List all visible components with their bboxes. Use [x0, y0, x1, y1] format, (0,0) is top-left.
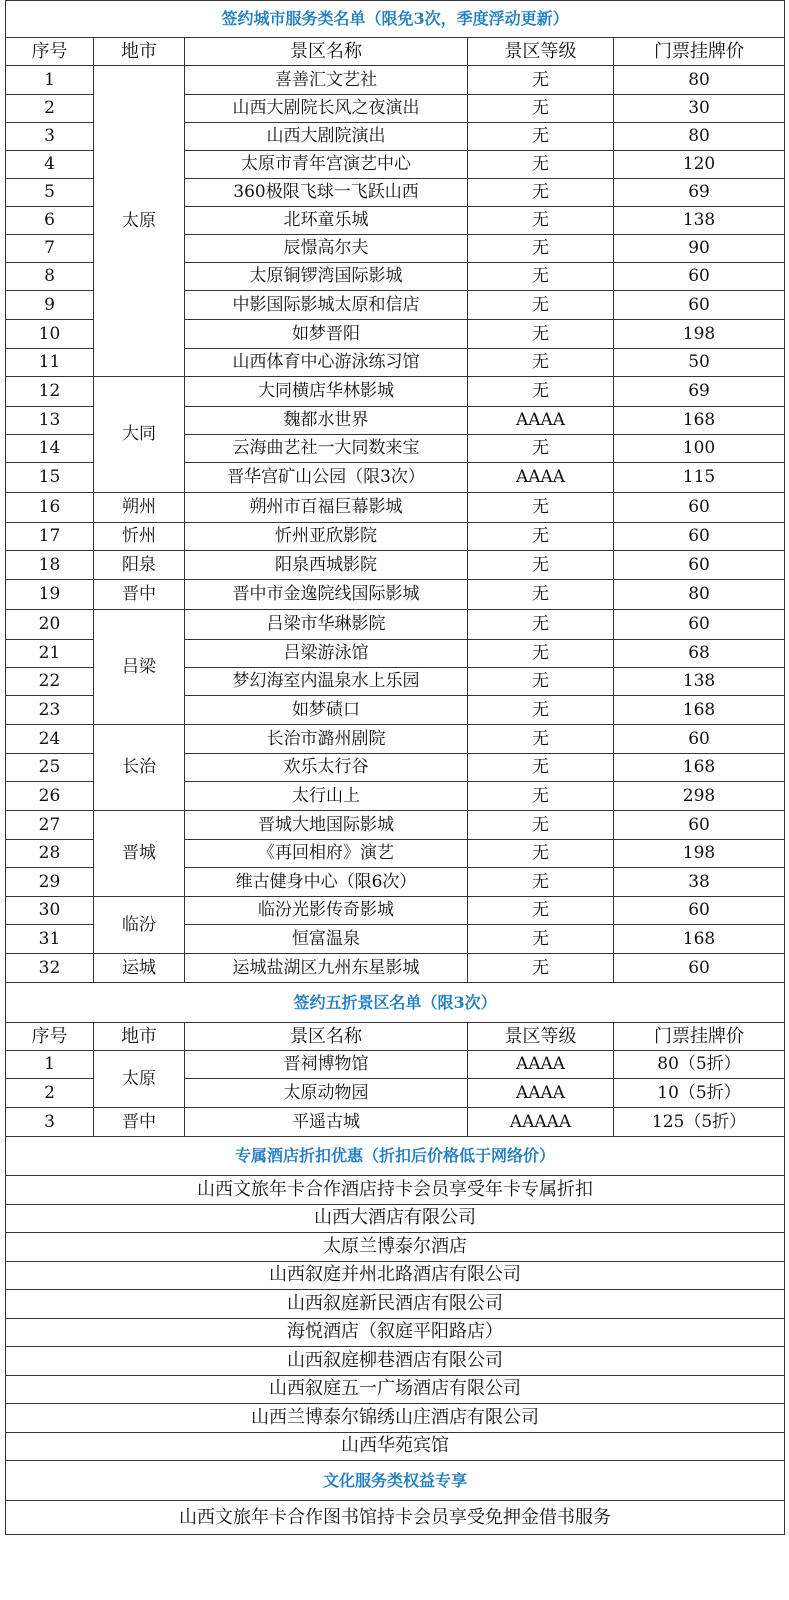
venue-name: 太原动物园	[185, 1079, 468, 1108]
table-row	[6, 725, 785, 754]
column-header: 门票挂牌价	[614, 1023, 785, 1051]
row-index: 6	[6, 207, 94, 235]
row-index: 4	[6, 151, 94, 179]
row-index: 15	[6, 463, 94, 493]
venue-name: 太原铜锣湾国际影城	[185, 263, 468, 291]
ticket-price: 115	[614, 463, 785, 493]
scenic-level: 无	[468, 551, 614, 580]
row-index: 2	[6, 95, 94, 123]
row-index: 2	[6, 1079, 94, 1108]
table-row	[6, 610, 785, 640]
row-index: 32	[6, 954, 94, 983]
ticket-price: 298	[614, 782, 785, 811]
venue-name: 梦幻海室内温泉水上乐园	[185, 668, 468, 696]
venue-name: 吕梁市华琳影院	[185, 610, 468, 640]
ticket-price: 100	[614, 435, 785, 463]
ticket-price: 60	[614, 291, 785, 320]
scenic-level: 无	[468, 754, 614, 782]
row-index: 1	[6, 66, 94, 95]
row-index: 22	[6, 668, 94, 696]
row-index: 16	[6, 493, 94, 523]
scenic-level: 无	[468, 640, 614, 668]
table-row	[6, 377, 785, 407]
row-index: 3	[6, 1108, 94, 1137]
ticket-price: 60	[614, 263, 785, 291]
scenic-level: 无	[468, 493, 614, 523]
ticket-price: 80	[614, 66, 785, 95]
venue-name: 《再回相府》演艺	[185, 840, 468, 868]
list-row	[6, 1318, 785, 1347]
row-index: 24	[6, 725, 94, 754]
ticket-price: 60	[614, 725, 785, 754]
row-index: 23	[6, 696, 94, 725]
scenic-level: 无	[468, 725, 614, 754]
venue-name: 太行山上	[185, 782, 468, 811]
venue-name: 吕梁游泳馆	[185, 640, 468, 668]
scenic-level: 无	[468, 610, 614, 640]
ticket-price: 198	[614, 840, 785, 868]
ticket-price: 60	[614, 811, 785, 840]
column-header: 序号	[6, 38, 94, 66]
table-row	[6, 954, 785, 983]
row-index: 8	[6, 263, 94, 291]
ticket-price: 68	[614, 640, 785, 668]
scenic-level: AAAAA	[468, 1108, 614, 1137]
list-item: 山西华苑宾馆	[6, 1432, 785, 1461]
table-row	[6, 897, 785, 925]
column-header: 景区等级	[468, 38, 614, 66]
venue-name: 如梦晋阳	[185, 320, 468, 349]
city-cell: 大同	[94, 377, 185, 493]
section-title-row	[6, 1461, 785, 1501]
ticket-price: 60	[614, 897, 785, 925]
table-row	[6, 551, 785, 580]
list-item: 山西叙庭柳巷酒店有限公司	[6, 1347, 785, 1376]
scenic-level: AAAA	[468, 407, 614, 435]
section-title: 专属酒店折扣优惠（折扣后价格低于网络价）	[6, 1137, 785, 1176]
table-row	[6, 523, 785, 551]
ticket-price: 168	[614, 696, 785, 725]
venue-name: 恒富温泉	[185, 925, 468, 954]
row-index: 25	[6, 754, 94, 782]
ticket-price: 168	[614, 925, 785, 954]
list-row	[6, 1404, 785, 1433]
row-index: 21	[6, 640, 94, 668]
scenic-level: 无	[468, 291, 614, 320]
ticket-price: 50	[614, 349, 785, 377]
venue-name: 运城盐湖区九州东星影城	[185, 954, 468, 983]
table-row	[6, 811, 785, 840]
city-cell: 长治	[94, 725, 185, 811]
ticket-price: 60	[614, 523, 785, 551]
ticket-price: 80（5折）	[614, 1051, 785, 1079]
ticket-price: 80	[614, 580, 785, 610]
scenic-level: 无	[468, 263, 614, 291]
city-cell: 晋中	[94, 580, 185, 610]
city-cell: 吕梁	[94, 610, 185, 725]
venue-name: 阳泉西城影院	[185, 551, 468, 580]
venue-name: 北环童乐城	[185, 207, 468, 235]
ticket-price: 168	[614, 407, 785, 435]
scenic-level: 无	[468, 954, 614, 983]
ticket-price: 69	[614, 377, 785, 407]
venue-name: 晋中市金逸院线国际影城	[185, 580, 468, 610]
ticket-price: 60	[614, 610, 785, 640]
venue-name: 如梦碛口	[185, 696, 468, 725]
list-item: 山西大酒店有限公司	[6, 1204, 785, 1233]
scenic-level: 无	[468, 349, 614, 377]
venue-name: 晋祠博物馆	[185, 1051, 468, 1079]
ticket-price: 138	[614, 668, 785, 696]
scenic-level: 无	[468, 377, 614, 407]
scenic-level: AAAA	[468, 1051, 614, 1079]
ticket-price: 90	[614, 235, 785, 263]
column-header: 序号	[6, 1023, 94, 1051]
list-row	[6, 1290, 785, 1319]
venue-name: 山西大剧院演出	[185, 123, 468, 151]
row-index: 10	[6, 320, 94, 349]
venue-name: 大同横店华林影城	[185, 377, 468, 407]
venue-name: 晋华宫矿山公园（限3次）	[185, 463, 468, 493]
city-cell: 阳泉	[94, 551, 185, 580]
ticket-price: 10（5折）	[614, 1079, 785, 1108]
city-cell: 运城	[94, 954, 185, 983]
list-item: 山西叙庭五一广场酒店有限公司	[6, 1375, 785, 1404]
venue-name: 晋城大地国际影城	[185, 811, 468, 840]
venue-name: 欢乐太行谷	[185, 754, 468, 782]
city-cell: 太原	[94, 1051, 185, 1108]
scenic-level: 无	[468, 897, 614, 925]
scenic-level: 无	[468, 207, 614, 235]
row-index: 19	[6, 580, 94, 610]
section-title-row	[6, 1, 785, 38]
scenic-level: 无	[468, 782, 614, 811]
row-index: 11	[6, 349, 94, 377]
scenic-level: 无	[468, 868, 614, 897]
venue-name: 喜善汇文艺社	[185, 66, 468, 95]
row-index: 3	[6, 123, 94, 151]
ticket-price: 69	[614, 179, 785, 207]
column-header: 地市	[94, 1023, 185, 1051]
row-index: 13	[6, 407, 94, 435]
list-item: 山西文旅年卡合作图书馆持卡会员享受免押金借书服务	[6, 1501, 785, 1535]
column-header: 景区等级	[468, 1023, 614, 1051]
ticket-price: 198	[614, 320, 785, 349]
row-index: 20	[6, 610, 94, 640]
scenic-level: 无	[468, 435, 614, 463]
city-cell: 太原	[94, 66, 185, 377]
venue-name: 长治市潞州剧院	[185, 725, 468, 754]
section-title-row	[6, 983, 785, 1023]
scenic-level: 无	[468, 179, 614, 207]
city-cell: 晋城	[94, 811, 185, 897]
venue-name: 辰憬高尔夫	[185, 235, 468, 263]
list-row	[6, 1501, 785, 1535]
scenic-level: 无	[468, 580, 614, 610]
benefits-table	[5, 0, 785, 1535]
venue-name: 中影国际影城太原和信店	[185, 291, 468, 320]
row-index: 14	[6, 435, 94, 463]
column-header: 景区名称	[185, 1023, 468, 1051]
ticket-price: 60	[614, 493, 785, 523]
ticket-price: 168	[614, 754, 785, 782]
scenic-level: AAAA	[468, 463, 614, 493]
scenic-level: 无	[468, 66, 614, 95]
list-row	[6, 1347, 785, 1376]
section-title: 签约城市服务类名单（限免3次，季度浮动更新）	[6, 1, 785, 38]
ticket-price: 125（5折）	[614, 1108, 785, 1137]
venue-name: 太原市青年宫演艺中心	[185, 151, 468, 179]
list-row	[6, 1233, 785, 1262]
table-header-row	[6, 1023, 785, 1051]
row-index: 9	[6, 291, 94, 320]
city-cell: 忻州	[94, 523, 185, 551]
row-index: 29	[6, 868, 94, 897]
ticket-price: 80	[614, 123, 785, 151]
ticket-price: 60	[614, 954, 785, 983]
venue-name: 云海曲艺社一大同数来宝	[185, 435, 468, 463]
list-item: 山西叙庭并州北路酒店有限公司	[6, 1261, 785, 1290]
scenic-level: 无	[468, 235, 614, 263]
venue-name: 临汾光影传奇影城	[185, 897, 468, 925]
row-index: 17	[6, 523, 94, 551]
list-item: 海悦酒店（叙庭平阳路店）	[6, 1318, 785, 1347]
venue-name: 山西大剧院长风之夜演出	[185, 95, 468, 123]
scenic-level: AAAA	[468, 1079, 614, 1108]
city-cell: 临汾	[94, 897, 185, 954]
venue-name: 山西体育中心游泳练习馆	[185, 349, 468, 377]
column-header: 地市	[94, 38, 185, 66]
column-header: 景区名称	[185, 38, 468, 66]
venue-name: 忻州亚欣影院	[185, 523, 468, 551]
section-title: 签约五折景区名单（限3次）	[6, 983, 785, 1023]
section-title-row	[6, 1137, 785, 1176]
ticket-price: 60	[614, 551, 785, 580]
row-index: 28	[6, 840, 94, 868]
scenic-level: 无	[468, 811, 614, 840]
row-index: 31	[6, 925, 94, 954]
venue-name: 维古健身中心（限6次）	[185, 868, 468, 897]
scenic-level: 无	[468, 123, 614, 151]
list-row	[6, 1204, 785, 1233]
ticket-price: 120	[614, 151, 785, 179]
list-item: 山西兰博泰尔锦绣山庄酒店有限公司	[6, 1404, 785, 1433]
scenic-level: 无	[468, 668, 614, 696]
scenic-level: 无	[468, 523, 614, 551]
city-cell: 朔州	[94, 493, 185, 523]
row-index: 5	[6, 179, 94, 207]
list-row	[6, 1432, 785, 1461]
row-index: 26	[6, 782, 94, 811]
row-index: 27	[6, 811, 94, 840]
list-row	[6, 1261, 785, 1290]
table-header-row	[6, 38, 785, 66]
row-index: 18	[6, 551, 94, 580]
table-row	[6, 1051, 785, 1079]
scenic-level: 无	[468, 151, 614, 179]
list-row	[6, 1176, 785, 1205]
scenic-level: 无	[468, 95, 614, 123]
table-row	[6, 66, 785, 95]
row-index: 12	[6, 377, 94, 407]
row-index: 7	[6, 235, 94, 263]
ticket-price: 30	[614, 95, 785, 123]
scenic-level: 无	[468, 320, 614, 349]
scenic-level: 无	[468, 925, 614, 954]
city-cell: 晋中	[94, 1108, 185, 1137]
row-index: 30	[6, 897, 94, 925]
venue-name: 朔州市百福巨幕影城	[185, 493, 468, 523]
scenic-level: 无	[468, 840, 614, 868]
table-row	[6, 1108, 785, 1137]
section-title: 文化服务类权益专享	[6, 1461, 785, 1501]
ticket-price: 38	[614, 868, 785, 897]
list-item: 太原兰博泰尔酒店	[6, 1233, 785, 1262]
venue-name: 魏都水世界	[185, 407, 468, 435]
ticket-price: 138	[614, 207, 785, 235]
scenic-level: 无	[468, 696, 614, 725]
column-header: 门票挂牌价	[614, 38, 785, 66]
row-index: 1	[6, 1051, 94, 1079]
venue-name: 平遥古城	[185, 1108, 468, 1137]
list-item: 山西文旅年卡合作酒店持卡会员享受年卡专属折扣	[6, 1176, 785, 1205]
list-item: 山西叙庭新民酒店有限公司	[6, 1290, 785, 1319]
table-row	[6, 493, 785, 523]
table-row	[6, 580, 785, 610]
venue-name: 360极限飞球一飞跃山西	[185, 179, 468, 207]
list-row	[6, 1375, 785, 1404]
